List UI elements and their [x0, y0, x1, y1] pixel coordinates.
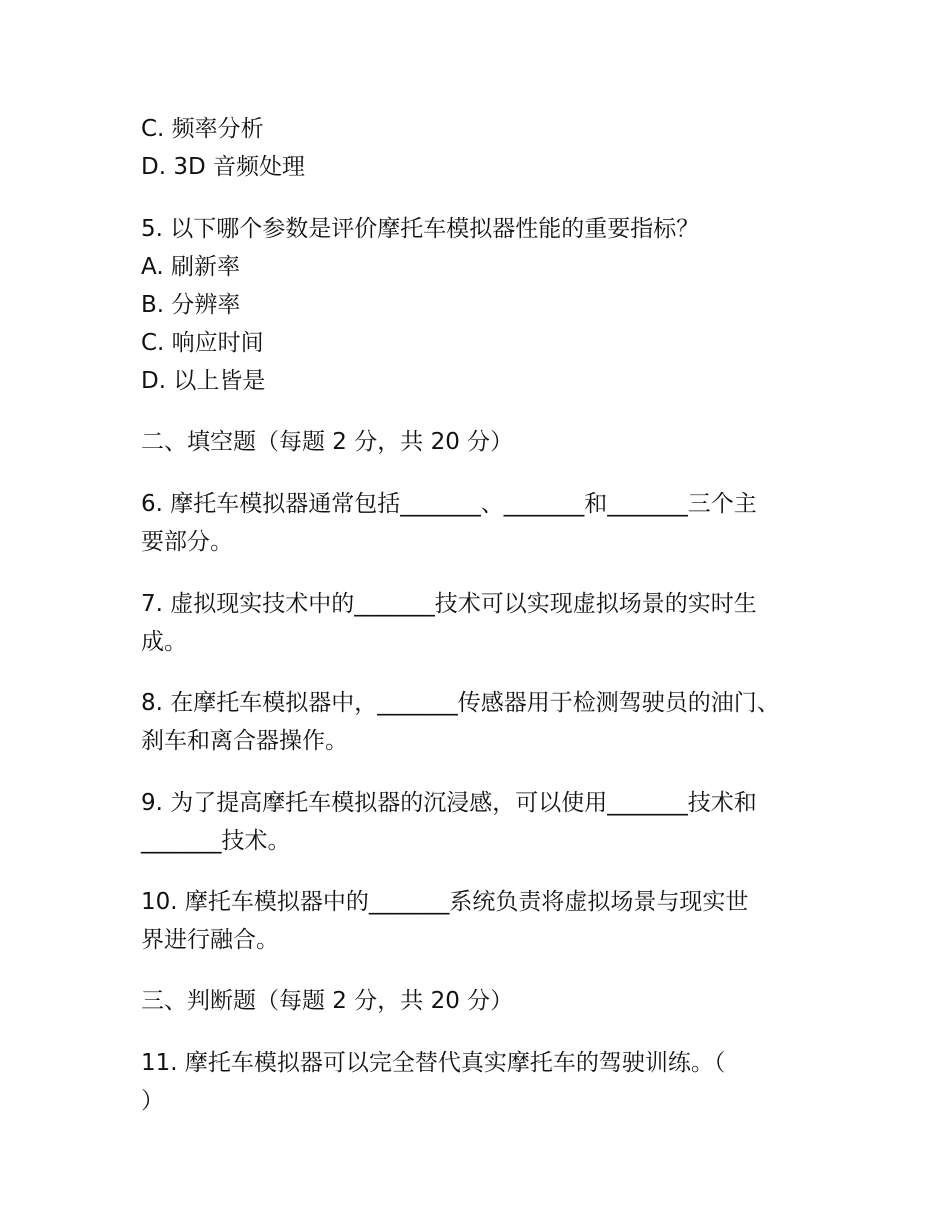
- section3-heading: 三、判断题（每题 2 分，共 20 分）: [141, 988, 514, 1014]
- q11-line2: ）: [141, 1088, 164, 1114]
- q5-option-b: B. 分辨率: [141, 292, 241, 318]
- q10-line2: 界进行融合。: [141, 927, 279, 953]
- q5-question: 5. 以下哪个参数是评价摩托车模拟器性能的重要指标？: [141, 216, 700, 242]
- q8-line2: 刹车和离合器操作。: [141, 728, 348, 754]
- q8-line1: 8. 在摩托车模拟器中，_______传感器用于检测驾驶员的油门、: [141, 690, 780, 716]
- q10-line1: 10. 摩托车模拟器中的_______系统负责将虚拟场景与现实世: [141, 889, 749, 915]
- q5-option-c: C. 响应时间: [141, 330, 264, 356]
- q11-line1: 11. 摩托车模拟器可以完全替代真实摩托车的驾驶训练。（: [141, 1050, 726, 1076]
- q9-line2: _______技术。: [141, 828, 291, 854]
- q4-option-c: C. 频率分析: [141, 116, 264, 142]
- q6-line2: 要部分。: [141, 529, 233, 555]
- q5-option-a: A. 刷新率: [141, 254, 240, 280]
- q5-option-d: D. 以上皆是: [141, 368, 266, 394]
- q6-line1: 6. 摩托车模拟器通常包括_______、_______和_______三个主: [141, 491, 757, 517]
- q4-option-d: D. 3D 音频处理: [141, 154, 305, 180]
- q7-line1: 7. 虚拟现实技术中的_______技术可以实现虚拟场景的实时生: [141, 591, 757, 617]
- q7-line2: 成。: [141, 629, 187, 655]
- section2-heading: 二、填空题（每题 2 分，共 20 分）: [141, 429, 514, 455]
- q9-line1: 9. 为了提高摩托车模拟器的沉浸感，可以使用_______技术和: [141, 790, 757, 816]
